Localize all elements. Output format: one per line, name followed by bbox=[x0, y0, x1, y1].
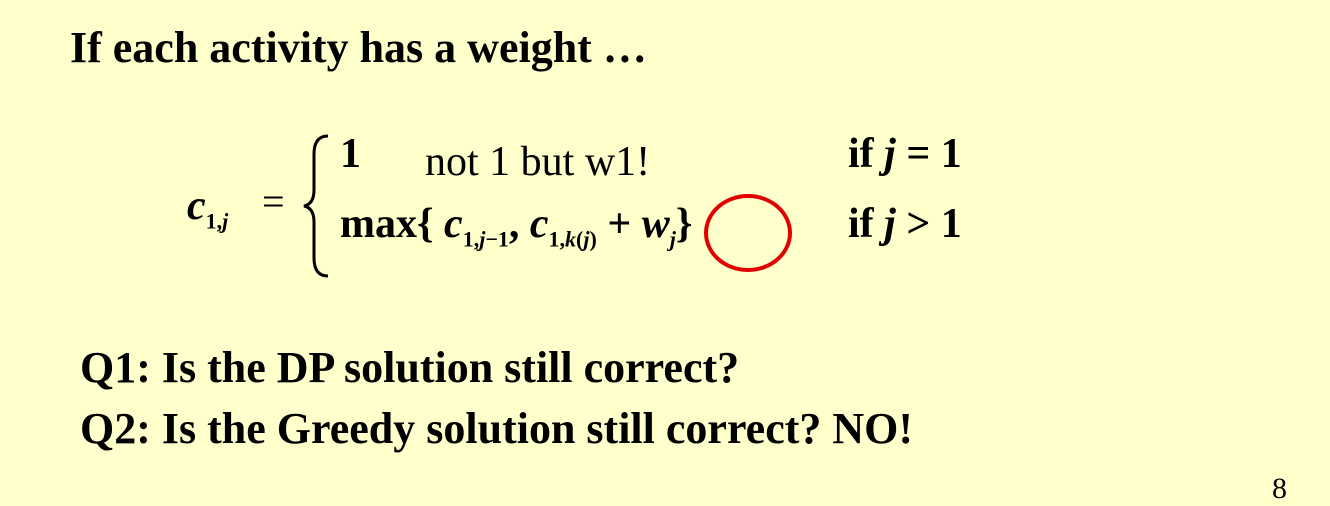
page-number: 8 bbox=[1272, 472, 1287, 505]
c1-sub-const: 1, bbox=[462, 226, 480, 252]
case2-expression bbox=[340, 200, 692, 252]
c2-sub-paren-open: ( bbox=[576, 226, 584, 252]
lhs-sub-var: j bbox=[222, 208, 229, 234]
case2-var: j bbox=[884, 201, 896, 247]
case2-comma: , bbox=[508, 201, 530, 247]
case2-condition bbox=[848, 200, 962, 248]
case1-var: j bbox=[884, 131, 896, 177]
c2-sub-paren-close: ) bbox=[589, 226, 597, 252]
c2-sub-inner: j bbox=[583, 226, 590, 252]
highlight-circle bbox=[704, 194, 792, 272]
question-2: Q2: Is the Greedy solution still correct? NO! bbox=[80, 404, 914, 453]
case2-w: w bbox=[641, 201, 670, 247]
case1-value: 1 bbox=[340, 131, 361, 177]
c2-sub-const: 1, bbox=[548, 226, 566, 252]
c2-sub-var: k bbox=[565, 226, 577, 252]
case2-c2: c bbox=[529, 201, 549, 247]
case2-plus: + bbox=[596, 201, 642, 247]
lhs-symbol: c bbox=[187, 183, 206, 229]
case2-rest: > 1 bbox=[895, 201, 962, 247]
case2-if: if bbox=[848, 201, 874, 247]
c1-sub-var: j bbox=[479, 226, 486, 252]
case2-max: max{ bbox=[340, 201, 434, 247]
left-brace bbox=[300, 132, 332, 280]
case1-rest: = 1 bbox=[895, 131, 962, 177]
lhs-sub-const: 1, bbox=[205, 208, 223, 234]
w-sub: j bbox=[669, 226, 676, 252]
lhs-subscript bbox=[206, 208, 229, 233]
formula-lhs bbox=[187, 182, 228, 234]
case2-close: } bbox=[675, 201, 693, 247]
case1-if: if bbox=[848, 131, 874, 177]
case1-condition bbox=[848, 130, 962, 178]
case2-c1-subscript bbox=[463, 226, 509, 251]
case2-c1: c bbox=[444, 201, 463, 247]
case2-c2-subscript bbox=[549, 226, 597, 251]
case1-annotation: not 1 but w1! bbox=[425, 139, 651, 185]
equals-sign: = bbox=[262, 179, 285, 224]
question-1: Q1: Is the DP solution still correct? bbox=[80, 343, 740, 392]
c1-sub-rest: −1 bbox=[485, 226, 509, 252]
slide-title: If each activity has a weight … bbox=[70, 23, 647, 72]
